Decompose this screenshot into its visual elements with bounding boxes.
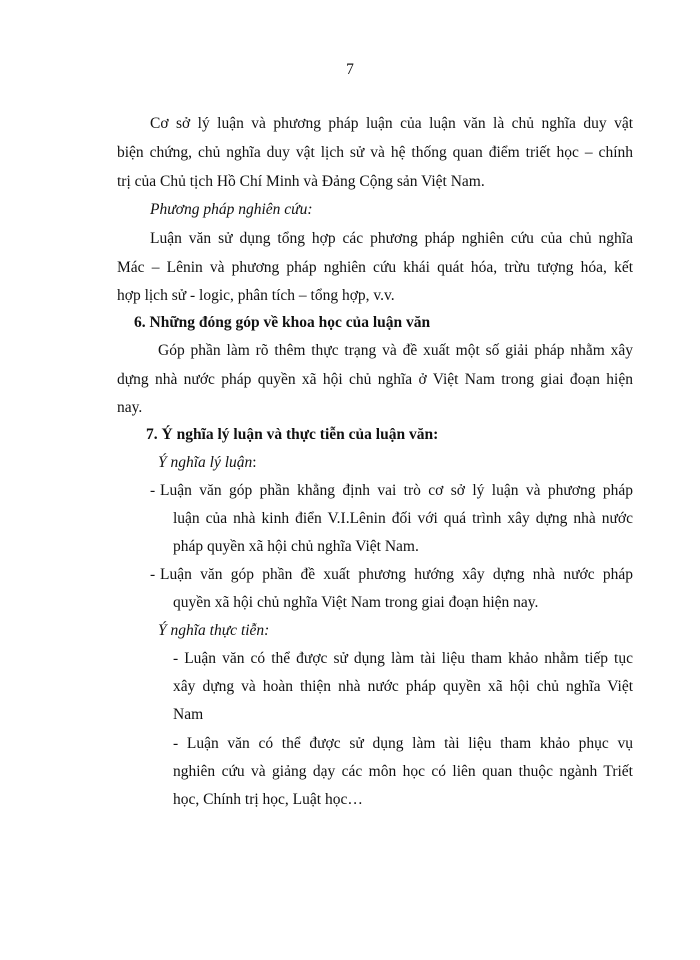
theory-item-2-dash: - [150,566,156,583]
intro-line-1: Cơ sở lý luận và phương pháp luận của luận văn là chủ nghĩa duy vật [150,115,633,132]
section-6-line-1: Góp phần làm rõ thêm thực trạng và đề xuất một số giải pháp nhằm xây [158,342,633,359]
section-6-line-2: dựng nhà nước pháp quyền xã hội chủ nghĩa ở Việt Nam trong giai đoạn hiện [117,371,633,388]
theory-item-2-line-2: quyền xã hội chủ nghĩa Việt Nam trong giai đoạn hiện nay. [173,594,539,611]
intro-line-3: trị của Chủ tịch Hồ Chí Minh và Đảng Cộng sản Việt Nam. [117,173,485,190]
theory-item-1-line-1: Luận văn góp phần khẳng định vai trò cơ sở lý luận và phương pháp [160,482,633,499]
practice-item-1-line-1: - Luận văn có thể được sử dụng làm tài liệu tham khảo nhằm tiếp tục [173,650,633,667]
method-label: Phương pháp nghiên cứu: [150,201,313,218]
section-7-heading: 7. Ý nghĩa lý luận và thực tiễn của luận văn: [146,426,439,443]
theory-label-text: Ý nghĩa lý luận [158,454,253,471]
intro-line-2: biện chứng, chủ nghĩa duy vật lịch sử và hệ thống quan điểm triết học – chính [117,144,633,161]
theory-label-colon: : [252,454,257,471]
method-line-1: Luận văn sử dụng tổng hợp các phương pháp nghiên cứu của chủ nghĩa [150,230,633,247]
page-number: 7 [346,61,354,78]
practice-item-2-line-2: nghiên cứu và giảng dạy các môn học có liên quan thuộc ngành Triết [173,763,633,780]
theory-item-1-line-3: pháp quyền xã hội chủ nghĩa Việt Nam. [173,538,419,555]
section-6-line-3: nay. [117,399,143,416]
method-line-3: hợp lịch sử - logic, phân tích – tổng hợp, v.v. [117,287,395,304]
method-line-2: Mác – Lênin và phương pháp nghiên cứu khái quát hóa, trừu tượng hóa, kết [117,259,633,276]
theory-label [158,449,257,477]
practice-item-1-line-3: Nam [173,706,204,723]
theory-item-2-line-1: Luận văn góp phần đề xuất phương hướng xây dựng nhà nước pháp [160,566,633,583]
practice-item-2-line-1: - Luận văn có thể được sử dụng làm tài liệu tham khảo phục vụ [173,735,633,752]
practice-item-2-line-3: học, Chính trị học, Luật học… [173,791,363,808]
practice-label: Ý nghĩa thực tiễn: [158,622,270,639]
practice-item-1-line-2: xây dựng và hoàn thiện nhà nước pháp quyền xã hội chủ nghĩa Việt [173,678,633,695]
theory-item-1-dash: - [150,482,156,499]
section-6-heading: 6. Những đóng góp về khoa học của luận văn [134,314,431,331]
theory-item-1-line-2: luận của nhà kinh điển V.I.Lênin đối với quá trình xây dựng nhà nước [173,510,633,527]
